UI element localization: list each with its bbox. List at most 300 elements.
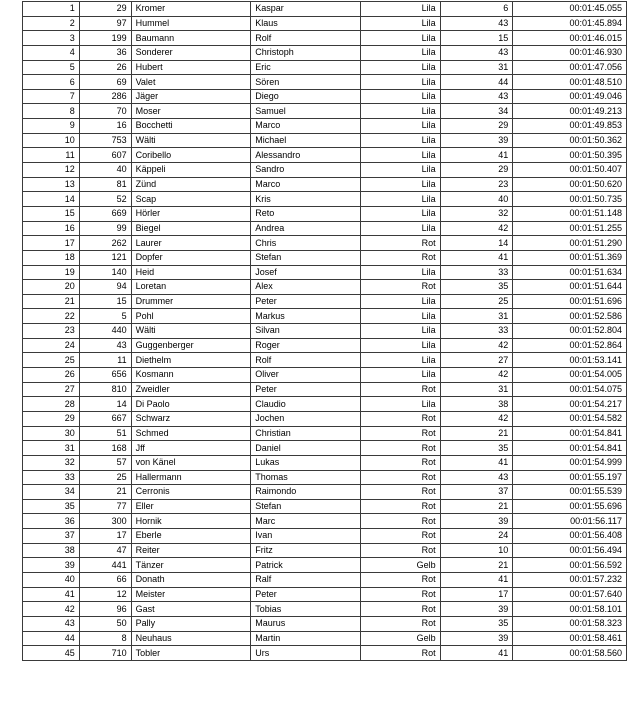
category-cell: Lila bbox=[360, 309, 440, 324]
table-row bbox=[23, 382, 627, 397]
number-cell: 17 bbox=[440, 587, 513, 602]
time-cell: 00:01:54.582 bbox=[513, 411, 627, 426]
category-cell: Rot bbox=[360, 470, 440, 485]
bib-number-cell: 36 bbox=[79, 45, 131, 60]
last-name-cell: Scap bbox=[131, 192, 251, 207]
time-cell: 00:01:54.075 bbox=[513, 382, 627, 397]
first-name-cell: Marco bbox=[251, 119, 361, 134]
last-name-cell: Kosmann bbox=[131, 368, 251, 383]
category-cell: Lila bbox=[360, 31, 440, 46]
category-cell: Lila bbox=[360, 16, 440, 31]
bib-number-cell: 440 bbox=[79, 324, 131, 339]
first-name-cell: Roger bbox=[251, 338, 361, 353]
last-name-cell: Pally bbox=[131, 616, 251, 631]
table-row bbox=[23, 499, 627, 514]
last-name-cell: Laurer bbox=[131, 236, 251, 251]
rank-cell: 15 bbox=[23, 206, 80, 221]
category-cell: Lila bbox=[360, 397, 440, 412]
table-row bbox=[23, 309, 627, 324]
category-cell: Rot bbox=[360, 280, 440, 295]
last-name-cell: von Känel bbox=[131, 455, 251, 470]
number-cell: 43 bbox=[440, 89, 513, 104]
table-row bbox=[23, 514, 627, 529]
number-cell: 35 bbox=[440, 280, 513, 295]
last-name-cell: Kromer bbox=[131, 2, 251, 17]
rank-cell: 2 bbox=[23, 16, 80, 31]
first-name-cell: Diego bbox=[251, 89, 361, 104]
number-cell: 34 bbox=[440, 104, 513, 119]
number-cell: 31 bbox=[440, 60, 513, 75]
last-name-cell: Guggenberger bbox=[131, 338, 251, 353]
category-cell: Rot bbox=[360, 236, 440, 251]
time-cell: 00:01:46.930 bbox=[513, 45, 627, 60]
last-name-cell: Reiter bbox=[131, 543, 251, 558]
first-name-cell: Maurus bbox=[251, 616, 361, 631]
bib-number-cell: 199 bbox=[79, 31, 131, 46]
category-cell: Lila bbox=[360, 177, 440, 192]
rank-cell: 11 bbox=[23, 148, 80, 163]
first-name-cell: Fritz bbox=[251, 543, 361, 558]
first-name-cell: Stefan bbox=[251, 499, 361, 514]
rank-cell: 30 bbox=[23, 426, 80, 441]
last-name-cell: Cerronis bbox=[131, 485, 251, 500]
table-row bbox=[23, 104, 627, 119]
rank-cell: 31 bbox=[23, 441, 80, 456]
table-row bbox=[23, 265, 627, 280]
category-cell: Lila bbox=[360, 45, 440, 60]
category-cell: Lila bbox=[360, 60, 440, 75]
table-row bbox=[23, 602, 627, 617]
last-name-cell: Hallermann bbox=[131, 470, 251, 485]
category-cell: Rot bbox=[360, 455, 440, 470]
last-name-cell: Dopfer bbox=[131, 250, 251, 265]
category-cell: Lila bbox=[360, 2, 440, 17]
table-row bbox=[23, 206, 627, 221]
table-row bbox=[23, 485, 627, 500]
time-cell: 00:01:56.117 bbox=[513, 514, 627, 529]
rank-cell: 7 bbox=[23, 89, 80, 104]
bib-number-cell: 12 bbox=[79, 587, 131, 602]
number-cell: 44 bbox=[440, 75, 513, 90]
rank-cell: 19 bbox=[23, 265, 80, 280]
table-row bbox=[23, 558, 627, 573]
last-name-cell: Moser bbox=[131, 104, 251, 119]
rank-cell: 35 bbox=[23, 499, 80, 514]
number-cell: 38 bbox=[440, 397, 513, 412]
rank-cell: 24 bbox=[23, 338, 80, 353]
last-name-cell: Schwarz bbox=[131, 411, 251, 426]
number-cell: 29 bbox=[440, 163, 513, 178]
bib-number-cell: 57 bbox=[79, 455, 131, 470]
category-cell: Lila bbox=[360, 104, 440, 119]
table-row bbox=[23, 250, 627, 265]
rank-cell: 12 bbox=[23, 163, 80, 178]
last-name-cell: Hummel bbox=[131, 16, 251, 31]
time-cell: 00:01:58.560 bbox=[513, 646, 627, 661]
rank-cell: 20 bbox=[23, 280, 80, 295]
category-cell: Rot bbox=[360, 426, 440, 441]
table-row bbox=[23, 221, 627, 236]
time-cell: 00:01:52.864 bbox=[513, 338, 627, 353]
first-name-cell: Peter bbox=[251, 587, 361, 602]
rank-cell: 10 bbox=[23, 133, 80, 148]
time-cell: 00:01:56.494 bbox=[513, 543, 627, 558]
first-name-cell: Ivan bbox=[251, 529, 361, 544]
time-cell: 00:01:52.586 bbox=[513, 309, 627, 324]
last-name-cell: Wälti bbox=[131, 133, 251, 148]
time-cell: 00:01:50.735 bbox=[513, 192, 627, 207]
first-name-cell: Lukas bbox=[251, 455, 361, 470]
rank-cell: 42 bbox=[23, 602, 80, 617]
table-row bbox=[23, 75, 627, 90]
number-cell: 40 bbox=[440, 192, 513, 207]
table-row bbox=[23, 338, 627, 353]
first-name-cell: Patrick bbox=[251, 558, 361, 573]
bib-number-cell: 710 bbox=[79, 646, 131, 661]
rank-cell: 13 bbox=[23, 177, 80, 192]
time-cell: 00:01:49.213 bbox=[513, 104, 627, 119]
number-cell: 43 bbox=[440, 45, 513, 60]
rank-cell: 6 bbox=[23, 75, 80, 90]
number-cell: 24 bbox=[440, 529, 513, 544]
time-cell: 00:01:54.005 bbox=[513, 368, 627, 383]
time-cell: 00:01:54.217 bbox=[513, 397, 627, 412]
last-name-cell: Hornik bbox=[131, 514, 251, 529]
rank-cell: 14 bbox=[23, 192, 80, 207]
last-name-cell: Diethelm bbox=[131, 353, 251, 368]
category-cell: Gelb bbox=[360, 558, 440, 573]
first-name-cell: Oliver bbox=[251, 368, 361, 383]
number-cell: 15 bbox=[440, 31, 513, 46]
table-row bbox=[23, 572, 627, 587]
time-cell: 00:01:55.539 bbox=[513, 485, 627, 500]
last-name-cell: Neuhaus bbox=[131, 631, 251, 646]
category-cell: Lila bbox=[360, 221, 440, 236]
time-cell: 00:01:45.055 bbox=[513, 2, 627, 17]
time-cell: 00:01:51.148 bbox=[513, 206, 627, 221]
first-name-cell: Marco bbox=[251, 177, 361, 192]
category-cell: Rot bbox=[360, 485, 440, 500]
first-name-cell: Marc bbox=[251, 514, 361, 529]
number-cell: 35 bbox=[440, 616, 513, 631]
table-row bbox=[23, 16, 627, 31]
rank-cell: 41 bbox=[23, 587, 80, 602]
number-cell: 39 bbox=[440, 514, 513, 529]
time-cell: 00:01:56.408 bbox=[513, 529, 627, 544]
number-cell: 10 bbox=[440, 543, 513, 558]
category-cell: Lila bbox=[360, 89, 440, 104]
table-row bbox=[23, 631, 627, 646]
bib-number-cell: 656 bbox=[79, 368, 131, 383]
category-cell: Rot bbox=[360, 572, 440, 587]
bib-number-cell: 81 bbox=[79, 177, 131, 192]
last-name-cell: Baumann bbox=[131, 31, 251, 46]
time-cell: 00:01:52.804 bbox=[513, 324, 627, 339]
rank-cell: 44 bbox=[23, 631, 80, 646]
first-name-cell: Markus bbox=[251, 309, 361, 324]
number-cell: 25 bbox=[440, 294, 513, 309]
last-name-cell: Sonderer bbox=[131, 45, 251, 60]
category-cell: Lila bbox=[360, 119, 440, 134]
category-cell: Lila bbox=[360, 368, 440, 383]
first-name-cell: Klaus bbox=[251, 16, 361, 31]
rank-cell: 9 bbox=[23, 119, 80, 134]
number-cell: 21 bbox=[440, 426, 513, 441]
bib-number-cell: 96 bbox=[79, 602, 131, 617]
rank-cell: 34 bbox=[23, 485, 80, 500]
last-name-cell: Tobler bbox=[131, 646, 251, 661]
bib-number-cell: 140 bbox=[79, 265, 131, 280]
category-cell: Lila bbox=[360, 294, 440, 309]
rank-cell: 21 bbox=[23, 294, 80, 309]
bib-number-cell: 21 bbox=[79, 485, 131, 500]
category-cell: Lila bbox=[360, 163, 440, 178]
last-name-cell: Tänzer bbox=[131, 558, 251, 573]
number-cell: 33 bbox=[440, 265, 513, 280]
rank-cell: 16 bbox=[23, 221, 80, 236]
bib-number-cell: 753 bbox=[79, 133, 131, 148]
table-row bbox=[23, 280, 627, 295]
category-cell: Rot bbox=[360, 441, 440, 456]
category-cell: Lila bbox=[360, 324, 440, 339]
table-row bbox=[23, 411, 627, 426]
last-name-cell: Bocchetti bbox=[131, 119, 251, 134]
table-row bbox=[23, 192, 627, 207]
bib-number-cell: 810 bbox=[79, 382, 131, 397]
table-row bbox=[23, 397, 627, 412]
bib-number-cell: 607 bbox=[79, 148, 131, 163]
number-cell: 14 bbox=[440, 236, 513, 251]
rank-cell: 40 bbox=[23, 572, 80, 587]
time-cell: 00:01:50.407 bbox=[513, 163, 627, 178]
time-cell: 00:01:49.046 bbox=[513, 89, 627, 104]
last-name-cell: Eller bbox=[131, 499, 251, 514]
time-cell: 00:01:53.141 bbox=[513, 353, 627, 368]
rank-cell: 37 bbox=[23, 529, 80, 544]
rank-cell: 25 bbox=[23, 353, 80, 368]
table-row bbox=[23, 616, 627, 631]
number-cell: 39 bbox=[440, 133, 513, 148]
first-name-cell: Peter bbox=[251, 382, 361, 397]
first-name-cell: Michael bbox=[251, 133, 361, 148]
table-row bbox=[23, 455, 627, 470]
first-name-cell: Josef bbox=[251, 265, 361, 280]
rank-cell: 23 bbox=[23, 324, 80, 339]
category-cell: Lila bbox=[360, 75, 440, 90]
bib-number-cell: 168 bbox=[79, 441, 131, 456]
rank-cell: 17 bbox=[23, 236, 80, 251]
last-name-cell: Eberle bbox=[131, 529, 251, 544]
table-row bbox=[23, 368, 627, 383]
bib-number-cell: 66 bbox=[79, 572, 131, 587]
rank-cell: 5 bbox=[23, 60, 80, 75]
bib-number-cell: 286 bbox=[79, 89, 131, 104]
last-name-cell: Jff bbox=[131, 441, 251, 456]
number-cell: 41 bbox=[440, 572, 513, 587]
bib-number-cell: 16 bbox=[79, 119, 131, 134]
last-name-cell: Schmed bbox=[131, 426, 251, 441]
time-cell: 00:01:54.841 bbox=[513, 441, 627, 456]
bib-number-cell: 43 bbox=[79, 338, 131, 353]
bib-number-cell: 300 bbox=[79, 514, 131, 529]
number-cell: 37 bbox=[440, 485, 513, 500]
bib-number-cell: 69 bbox=[79, 75, 131, 90]
last-name-cell: Loretan bbox=[131, 280, 251, 295]
category-cell: Lila bbox=[360, 338, 440, 353]
category-cell: Rot bbox=[360, 529, 440, 544]
first-name-cell: Alex bbox=[251, 280, 361, 295]
time-cell: 00:01:57.232 bbox=[513, 572, 627, 587]
rank-cell: 1 bbox=[23, 2, 80, 17]
first-name-cell: Urs bbox=[251, 646, 361, 661]
category-cell: Rot bbox=[360, 514, 440, 529]
rank-cell: 3 bbox=[23, 31, 80, 46]
rank-cell: 18 bbox=[23, 250, 80, 265]
rank-cell: 33 bbox=[23, 470, 80, 485]
bib-number-cell: 11 bbox=[79, 353, 131, 368]
number-cell: 41 bbox=[440, 646, 513, 661]
bib-number-cell: 70 bbox=[79, 104, 131, 119]
results-table bbox=[22, 1, 627, 661]
bib-number-cell: 441 bbox=[79, 558, 131, 573]
bib-number-cell: 17 bbox=[79, 529, 131, 544]
table-row bbox=[23, 163, 627, 178]
last-name-cell: Käppeli bbox=[131, 163, 251, 178]
first-name-cell: Tobias bbox=[251, 602, 361, 617]
time-cell: 00:01:49.853 bbox=[513, 119, 627, 134]
first-name-cell: Martin bbox=[251, 631, 361, 646]
bib-number-cell: 47 bbox=[79, 543, 131, 558]
last-name-cell: Di Paolo bbox=[131, 397, 251, 412]
first-name-cell: Alessandro bbox=[251, 148, 361, 163]
first-name-cell: Rolf bbox=[251, 31, 361, 46]
last-name-cell: Wälti bbox=[131, 324, 251, 339]
table-row bbox=[23, 470, 627, 485]
time-cell: 00:01:58.461 bbox=[513, 631, 627, 646]
number-cell: 31 bbox=[440, 382, 513, 397]
bib-number-cell: 77 bbox=[79, 499, 131, 514]
last-name-cell: Zünd bbox=[131, 177, 251, 192]
category-cell: Rot bbox=[360, 411, 440, 426]
time-cell: 00:01:51.255 bbox=[513, 221, 627, 236]
rank-cell: 26 bbox=[23, 368, 80, 383]
bib-number-cell: 121 bbox=[79, 250, 131, 265]
number-cell: 39 bbox=[440, 602, 513, 617]
time-cell: 00:01:58.323 bbox=[513, 616, 627, 631]
number-cell: 43 bbox=[440, 16, 513, 31]
time-cell: 00:01:54.999 bbox=[513, 455, 627, 470]
bib-number-cell: 25 bbox=[79, 470, 131, 485]
first-name-cell: Sören bbox=[251, 75, 361, 90]
rank-cell: 43 bbox=[23, 616, 80, 631]
number-cell: 42 bbox=[440, 338, 513, 353]
first-name-cell: Christian bbox=[251, 426, 361, 441]
bib-number-cell: 669 bbox=[79, 206, 131, 221]
last-name-cell: Biegel bbox=[131, 221, 251, 236]
time-cell: 00:01:48.510 bbox=[513, 75, 627, 90]
time-cell: 00:01:50.362 bbox=[513, 133, 627, 148]
time-cell: 00:01:55.696 bbox=[513, 499, 627, 514]
time-cell: 00:01:51.369 bbox=[513, 250, 627, 265]
table-row bbox=[23, 148, 627, 163]
bib-number-cell: 26 bbox=[79, 60, 131, 75]
last-name-cell: Hörler bbox=[131, 206, 251, 221]
time-cell: 00:01:57.640 bbox=[513, 587, 627, 602]
category-cell: Rot bbox=[360, 646, 440, 661]
time-cell: 00:01:51.634 bbox=[513, 265, 627, 280]
number-cell: 32 bbox=[440, 206, 513, 221]
category-cell: Lila bbox=[360, 353, 440, 368]
number-cell: 41 bbox=[440, 455, 513, 470]
last-name-cell: Zweidler bbox=[131, 382, 251, 397]
number-cell: 39 bbox=[440, 631, 513, 646]
table-row bbox=[23, 543, 627, 558]
last-name-cell: Valet bbox=[131, 75, 251, 90]
first-name-cell: Jochen bbox=[251, 411, 361, 426]
time-cell: 00:01:51.696 bbox=[513, 294, 627, 309]
table-row bbox=[23, 45, 627, 60]
first-name-cell: Eric bbox=[251, 60, 361, 75]
time-cell: 00:01:45.894 bbox=[513, 16, 627, 31]
last-name-cell: Meister bbox=[131, 587, 251, 602]
category-cell: Rot bbox=[360, 543, 440, 558]
table-row bbox=[23, 31, 627, 46]
number-cell: 35 bbox=[440, 441, 513, 456]
first-name-cell: Thomas bbox=[251, 470, 361, 485]
time-cell: 00:01:51.644 bbox=[513, 280, 627, 295]
first-name-cell: Rolf bbox=[251, 353, 361, 368]
table-row bbox=[23, 646, 627, 661]
rank-cell: 39 bbox=[23, 558, 80, 573]
first-name-cell: Daniel bbox=[251, 441, 361, 456]
table-row bbox=[23, 426, 627, 441]
bib-number-cell: 15 bbox=[79, 294, 131, 309]
table-row bbox=[23, 529, 627, 544]
number-cell: 6 bbox=[440, 2, 513, 17]
bib-number-cell: 8 bbox=[79, 631, 131, 646]
table-row bbox=[23, 441, 627, 456]
bib-number-cell: 51 bbox=[79, 426, 131, 441]
time-cell: 00:01:56.592 bbox=[513, 558, 627, 573]
table-row bbox=[23, 60, 627, 75]
category-cell: Lila bbox=[360, 192, 440, 207]
number-cell: 42 bbox=[440, 411, 513, 426]
table-row bbox=[23, 324, 627, 339]
number-cell: 41 bbox=[440, 148, 513, 163]
last-name-cell: Coribello bbox=[131, 148, 251, 163]
time-cell: 00:01:51.290 bbox=[513, 236, 627, 251]
table-row bbox=[23, 133, 627, 148]
table-row bbox=[23, 236, 627, 251]
last-name-cell: Hubert bbox=[131, 60, 251, 75]
number-cell: 42 bbox=[440, 221, 513, 236]
number-cell: 31 bbox=[440, 309, 513, 324]
first-name-cell: Samuel bbox=[251, 104, 361, 119]
number-cell: 42 bbox=[440, 368, 513, 383]
rank-cell: 32 bbox=[23, 455, 80, 470]
last-name-cell: Donath bbox=[131, 572, 251, 587]
bib-number-cell: 94 bbox=[79, 280, 131, 295]
category-cell: Rot bbox=[360, 616, 440, 631]
category-cell: Lila bbox=[360, 148, 440, 163]
first-name-cell: Ralf bbox=[251, 572, 361, 587]
time-cell: 00:01:46.015 bbox=[513, 31, 627, 46]
last-name-cell: Heid bbox=[131, 265, 251, 280]
rank-cell: 28 bbox=[23, 397, 80, 412]
table-row bbox=[23, 119, 627, 134]
last-name-cell: Drummer bbox=[131, 294, 251, 309]
bib-number-cell: 99 bbox=[79, 221, 131, 236]
